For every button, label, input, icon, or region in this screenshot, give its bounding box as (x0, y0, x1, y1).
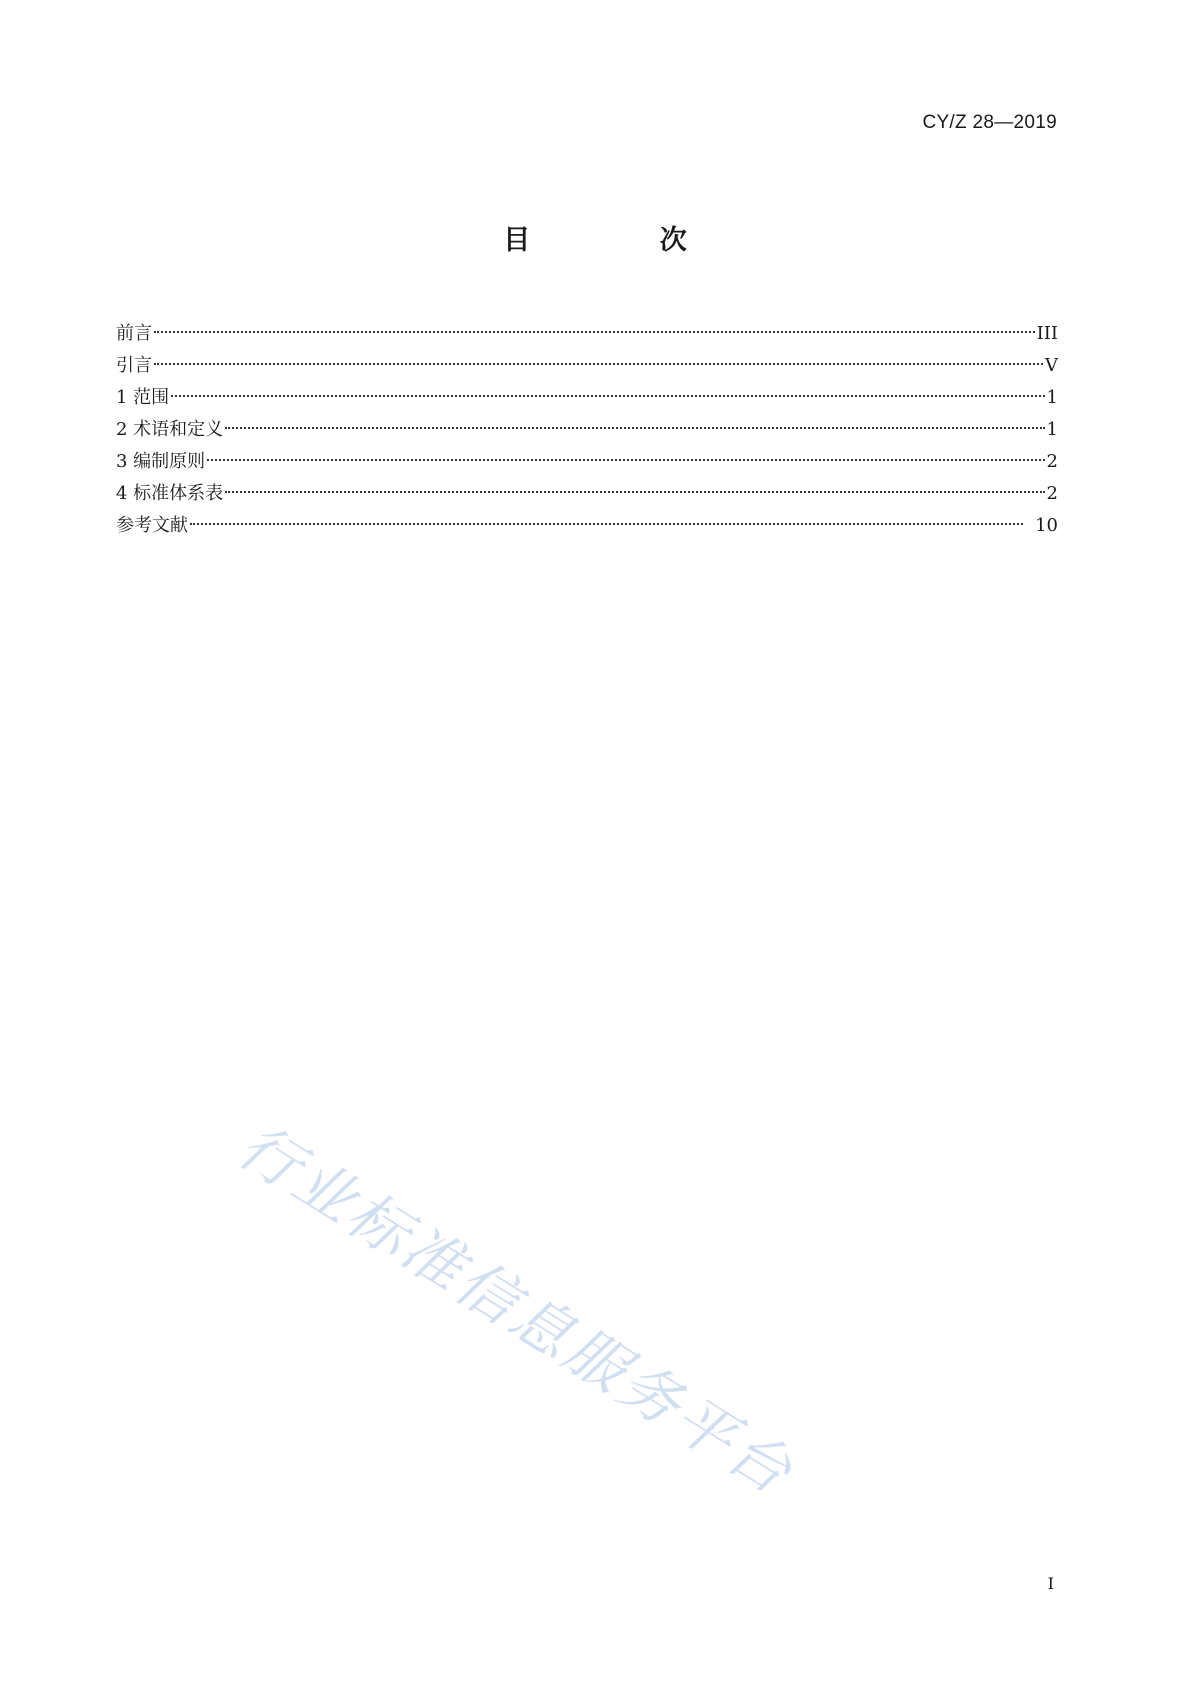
toc-entry-principles[interactable] (116, 446, 1058, 478)
toc-entry-label: 引言 (116, 355, 152, 376)
toc-entry-terms[interactable] (116, 414, 1058, 446)
toc-dot-leader (154, 363, 1043, 365)
toc-entry-label: 3 编制原则 (116, 451, 206, 472)
standard-code: CY/Z 28—2019 (922, 112, 1057, 133)
toc-dot-leader (225, 491, 1044, 493)
watermark: 行业标准信息服务平台 (226, 1111, 806, 1510)
toc-entry-page: 1 (1046, 419, 1058, 440)
toc-dot-leader (154, 331, 1035, 333)
page-title: 目 次 (503, 225, 747, 256)
toc-dot-leader (207, 459, 1044, 461)
toc-dot-leader (171, 395, 1044, 397)
toc-entry-page: 10 (1035, 515, 1058, 536)
toc-entry-system-table[interactable] (116, 478, 1058, 510)
toc-entry-page: 2 (1046, 451, 1058, 472)
toc-entry-scope[interactable] (116, 382, 1058, 414)
toc-entry-label: 4 标准体系表 (116, 483, 224, 504)
toc-entry-references[interactable] (116, 510, 1058, 542)
toc-dot-leader (225, 427, 1044, 429)
toc-entry-page: 2 (1046, 483, 1058, 504)
toc-entry-label: 前言 (116, 323, 152, 344)
page-number: I (1047, 1574, 1054, 1593)
toc-entry-label: 参考文献 (116, 515, 188, 536)
toc-dot-leader (190, 523, 1023, 525)
table-of-contents (116, 318, 1058, 542)
toc-entry-foreword[interactable] (116, 318, 1058, 350)
toc-entry-page: 1 (1046, 387, 1058, 408)
toc-entry-page: V (1045, 355, 1058, 376)
toc-entry-page: III (1036, 323, 1058, 344)
toc-entry-introduction[interactable] (116, 350, 1058, 382)
toc-entry-label: 2 术语和定义 (116, 419, 224, 440)
toc-entry-label: 1 范围 (116, 387, 170, 408)
